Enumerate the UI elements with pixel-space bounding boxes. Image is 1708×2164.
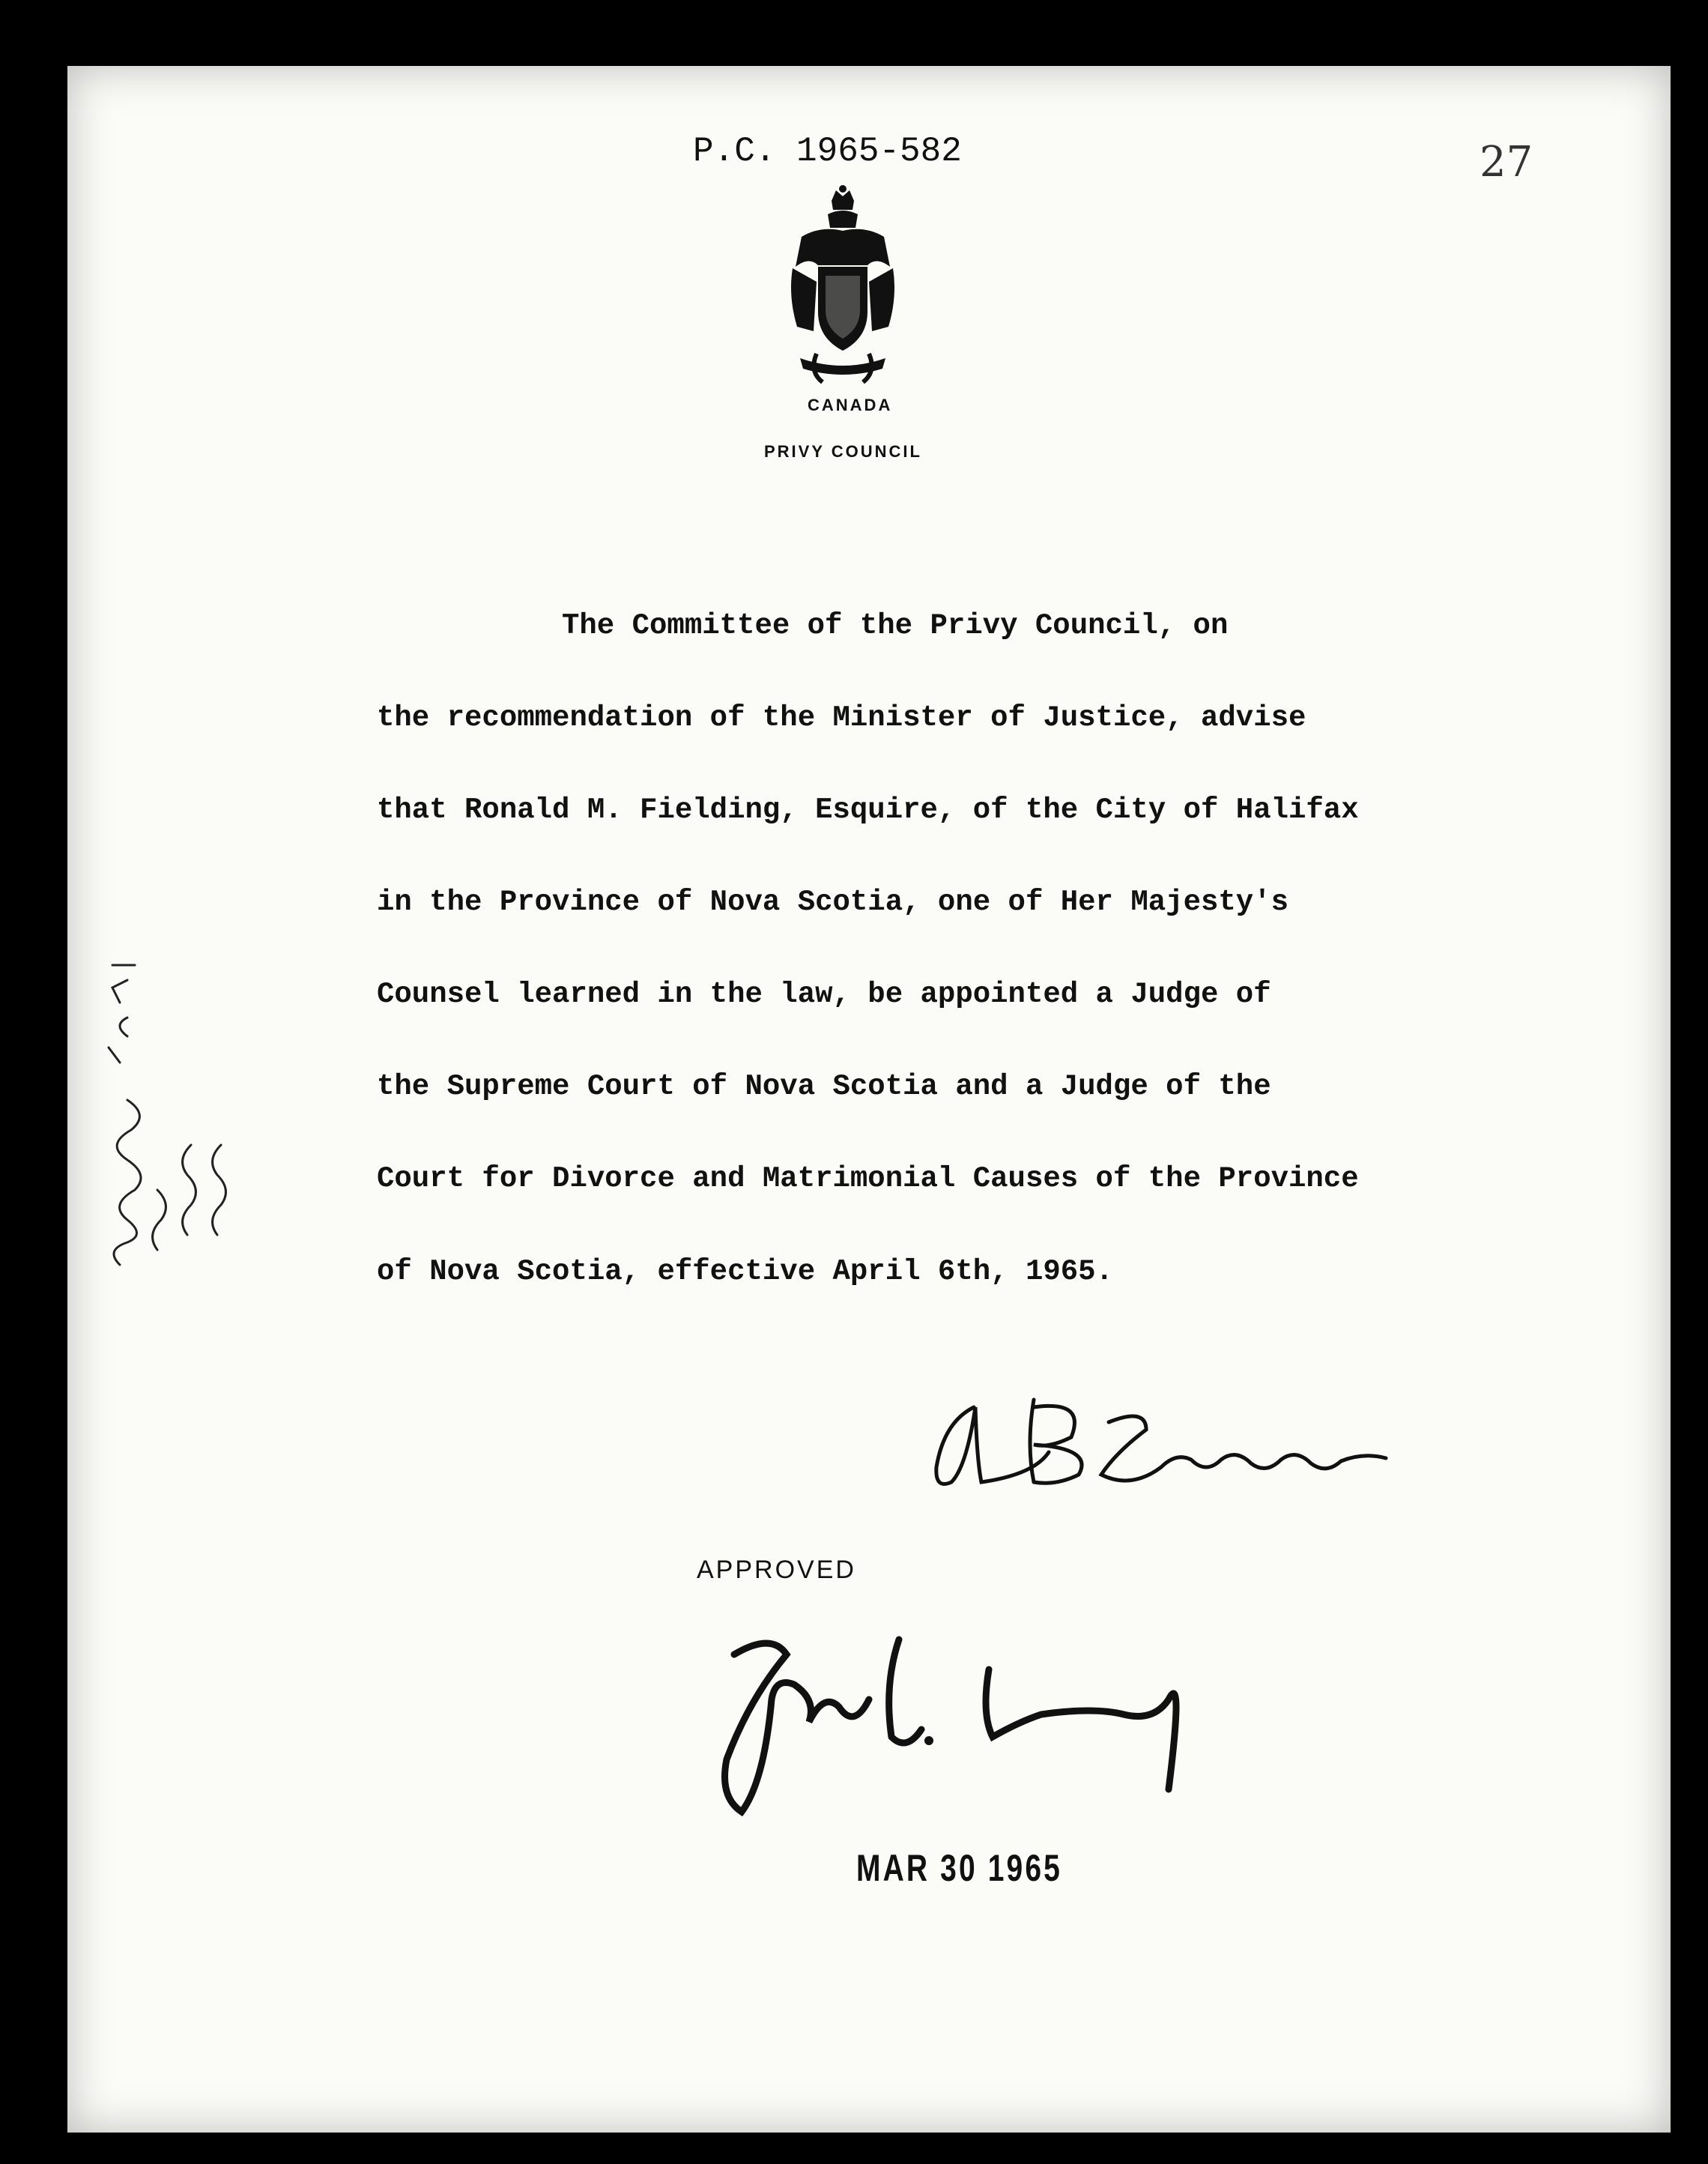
body-line: that Ronald M. Fielding, Esquire, of the City of Halifax [377,794,1359,826]
pearson-signature [921,1377,1401,1512]
approved-label: APPROVED [697,1556,856,1584]
body-line: Court for Divorce and Matrimonial Causes of the Province [377,1162,1359,1195]
body-line: The Committee of the Privy Council, on [562,609,1229,642]
approval-date-stamp: MAR 30 1965 [856,1847,1062,1889]
country-label: CANADA [808,396,893,414]
body-line: the Supreme Court of Nova Scotia and a Judge of the [377,1070,1271,1103]
body-line: the recommendation of the Minister of Justice, advise [377,701,1306,734]
body-line: in the Province of Nova Scotia, one of Her Majesty's [377,886,1288,919]
governor-general-signature [704,1610,1244,1834]
coat-of-arms-icon [787,184,899,394]
document-page [67,66,1671,2133]
body-line: of Nova Scotia, effective April 6th, 1965. [377,1255,1113,1288]
privy-council-label: PRIVY COUNCIL [764,442,922,461]
margin-annotation [67,935,247,1295]
pc-number: P.C. 1965-582 [693,132,962,171]
page-number: 27 [1480,138,1533,187]
body-line: Counsel learned in the law, be appointed a Judge of [377,978,1271,1011]
